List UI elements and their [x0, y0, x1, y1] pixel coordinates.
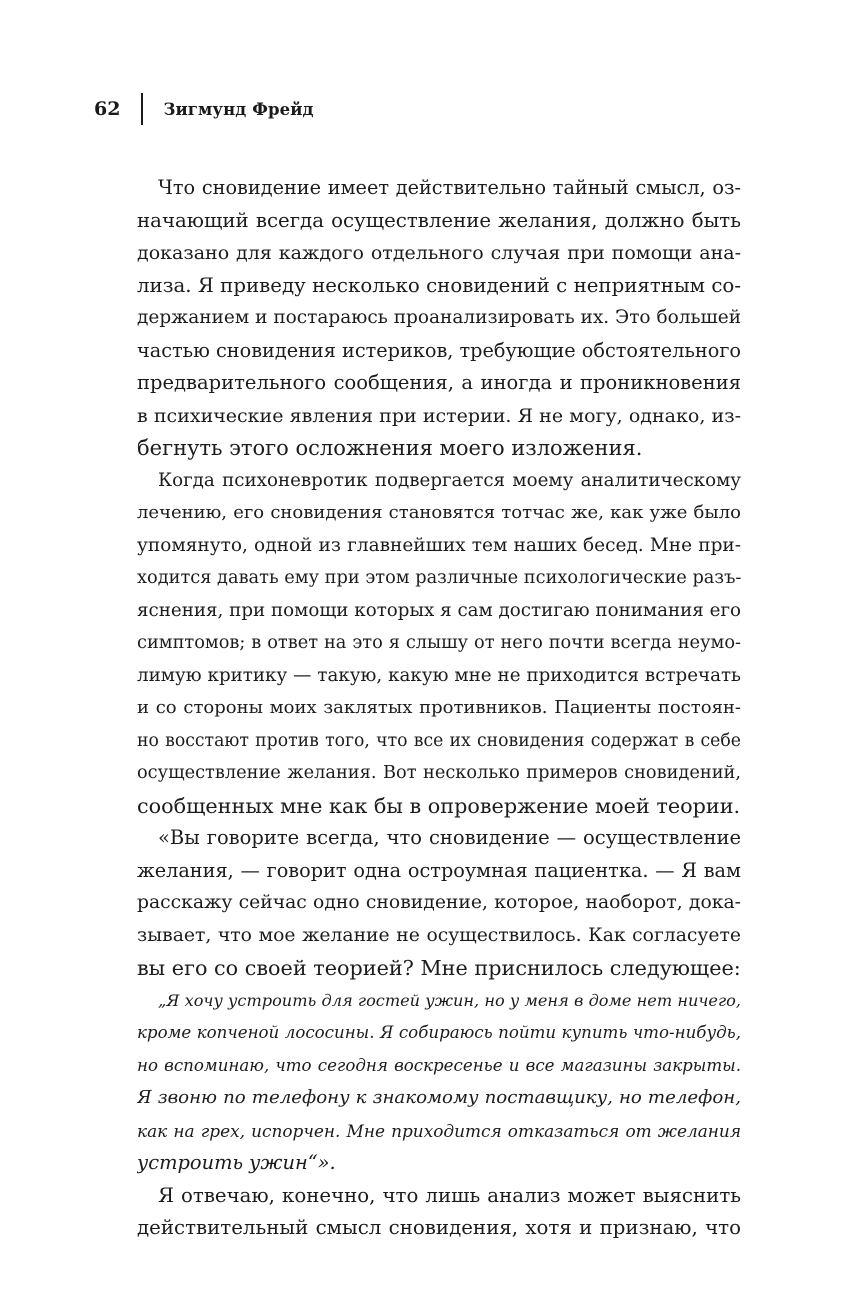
text-line: ходится давать ему при этом различные психологические разъ- [137, 568, 741, 588]
header-divider [141, 93, 143, 125]
text-line: начающий всегда осуществление желания, должно быть [137, 208, 741, 232]
quoted-dream-line: Я звоню по телефону к знакомому поставщику, но телефон, [137, 1087, 741, 1108]
text-line: осуществление желания. Вот несколько примеров сновидений, [137, 763, 741, 783]
page-number: 62 [94, 98, 121, 120]
text-line: и со стороны моих заклятых противников. Пациенты постоян- [137, 697, 741, 718]
running-header [94, 92, 314, 126]
text-line: лиза. Я приведу несколько сновидений с неприятным со- [137, 273, 741, 297]
quoted-dream-line: устроить ужин“». [137, 1151, 336, 1174]
text-line: лечению, его сновидения становятся тотчас же, как уже было [137, 502, 741, 523]
quoted-dream-line: кроме копченой лососины. Я собираюсь пойти купить что-нибудь, [137, 1023, 741, 1042]
text-line: яснения, при помощи которых я сам достигаю понимания его [137, 599, 741, 621]
text-line: упомянуто, одной из главнейших тем наших бесед. Мне при- [137, 534, 741, 556]
text-line: действительный смысл сновидения, хотя и признаю, что [137, 1216, 741, 1239]
text-line: частью сновидения истериков, требующие обстоятельного [137, 338, 741, 362]
text-line: доказано для каждого отдельного случая при помощи ана- [137, 242, 741, 264]
text-line: вы его со своей теорией? Мне приснилось следующее: [137, 956, 741, 980]
text-line: но восстают против того, что все их сновидения содержат в себе [137, 730, 741, 751]
text-line: Я отвечаю, конечно, что лишь анализ может выяснить [158, 1183, 741, 1207]
body-text [137, 172, 741, 1245]
text-line: расскажу сейчас одно сновидение, которое, наоборот, дока- [137, 892, 741, 913]
text-line: держанием и постараюсь проанализировать их. Это большей [137, 307, 741, 328]
quoted-dream-line: „Я хочу устроить для гостей ужин, но у меня в доме нет ничего, [158, 990, 741, 1010]
text-line: желания, — говорит одна остроумная пациентка. — Я вам [137, 858, 741, 882]
quoted-dream-line: как на грех, испорчен. Мне приходится отказаться от желания [137, 1120, 741, 1141]
text-line: предварительного сообщения, а иногда и проникновения [137, 371, 741, 394]
text-line: зывает, что мое желание не осуществилось. Как согласуете [137, 924, 741, 946]
text-line: Что сновидение имеет действительно тайный смысл, оз- [158, 176, 741, 199]
text-line: лимую критику — такую, какую мне не приходится встречать [137, 664, 741, 686]
text-line: в психические явления при истерии. Я не могу, однако, из- [137, 404, 741, 427]
text-line: Когда психоневротик подвергается моему аналитическому [158, 469, 741, 491]
quoted-dream-line: но вспоминаю, что сегодня воскресенье и все магазины закрыты. [137, 1055, 741, 1075]
text-line: сообщенных мне как бы в опровержение моей теории. [137, 793, 741, 818]
text-line: бегнуть этого осложнения моего изложения. [137, 436, 643, 460]
text-line: симптомов; в ответ на это я слышу от него почти всегда неумо- [137, 633, 741, 653]
text-line: «Вы говорите всегда, что сновидение — осуществление [158, 826, 741, 849]
running-head-author: Зигмунд Фрейд [163, 99, 314, 119]
